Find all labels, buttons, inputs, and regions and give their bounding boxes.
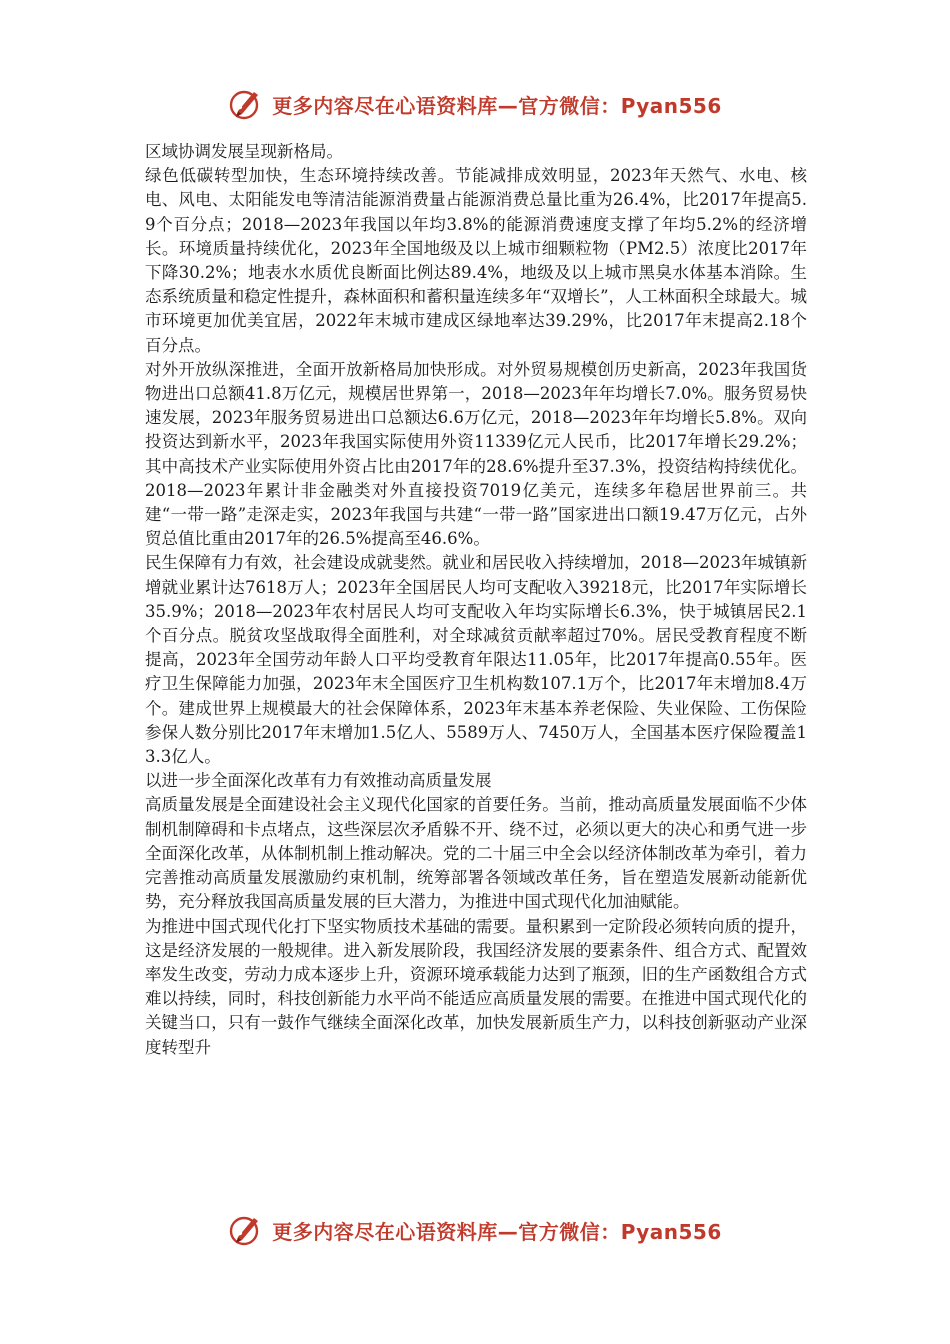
pen-logo-icon [228, 86, 264, 122]
paragraph: 区域协调发展呈现新格局。 [145, 142, 343, 161]
paragraph: 绿色低碳转型加快，生态环境持续改善。节能减排成效明显，2023年天然气、水电、核电、风电、太阳能发电等清洁能源消费量占能源消费总量比重为26.4%，比2017年提高5.9个百分点；2018—2023年我国以年均3.8%的能源消费速度支撑了年均5.2%的经济增长。环境质量持续优化，2023年全国地级及以上城市细颗粒物（PM2.5）浓度比2017年下降30.2%；地表水水质优良断面比例达89.4%，地级及以上城市黑臭水体基本消除。生态系统质量和稳定性提升，森林面积和蓄积量连续多年“双增长”，人工林面积全球最大。城市环境更加优美宜居，2022年末城市建成区绿地率达39.29%，比2017年末提高2.18个百分点。 [145, 166, 807, 355]
banner-text: 更多内容尽在心语资料库—官方微信：Pyan556 [272, 93, 722, 118]
paragraph: 对外开放纵深推进，全面开放新格局加快形成。对外贸易规模创历史新高，2023年我国货物进出口总额41.8万亿元，规模居世界第一，2018—2023年年均增长7.0%。服务贸易快速发展，2023年服务贸易进出口总额达6.6万亿元，2018—2023年年均增长5.8%。双向投资达到新水平，2023年我国实际使用外资11339亿元人民币，比2017年增长29.2%；其中高技术产业实际使用外资占比由2017年的28.6%提升至37.3%，投资结构持续优化。2018—2023年累计非金融类对外直接投资7019亿美元，连续多年稳居世界前三。共建“一带一路”走深走实，2023年我国与共建“一带一路”国家进出口额19.47万亿元，占外贸总值比重由2017年的26.5%提高至46.6%。 [145, 359, 807, 549]
paragraph: 民生保障有力有效，社会建设成就斐然。就业和居民收入持续增加，2018—2023年城镇新增就业累计达7618万人；2023年全国居民人均可支配收入39218元，比2017年实际增长35.9%；2018—2023年农村居民人均可支配收入年均实际增长6.3%，快于城镇居民2.1个百分点。脱贫攻坚战取得全面胜利，对全球减贫贡献率超过70%。居民受教育程度不断提高，2023年全国劳动年龄人口平均受教育年限达11.05年，比2017年提高0.55年。医疗卫生保障能力加强，2023年末全国医疗卫生机构数107.1万个，比2017年末增加8.4万个。建成世界上规模最大的社会保障体系，2023年末基本养老保险、失业保险、工伤保险参保人数分别比2017年末增加1.5亿人、5589万人、7450万人，全国基本医疗保险覆盖13.3亿人。 [145, 553, 807, 767]
header-banner [0, 82, 950, 126]
footer-banner [0, 1208, 950, 1252]
document-body [145, 140, 807, 1060]
paragraph: 为推进中国式现代化打下坚实物质技术基础的需要。量积累到一定阶段必须转向质的提升，这是经济发展的一般规律。进入新发展阶段，我国经济发展的要素条件、组合方式、配置效率发生改变，劳动力成本逐步上升，资源环境承载能力达到了瓶颈，旧的生产函数组合方式难以持续，同时，科技创新能力水平尚不能适应高质量发展的需要。在推进中国式现代化的关键当口，只有一鼓作气继续全面深化改革，加快发展新质生产力，以科技创新驱动产业深度转型升 [145, 916, 807, 1057]
section-heading: 以进一步全面深化改革有力有效推动高质量发展 [145, 771, 492, 791]
paragraph: 高质量发展是全面建设社会主义现代化国家的首要任务。当前，推动高质量发展面临不少体制机制障碍和卡点堵点，这些深层次矛盾躲不开、绕不过，必须以更大的决心和勇气进一步全面深化改革，从体制机制上推动解决。党的二十届三中全会以经济体制改革为牵引，着力完善推动高质量发展激励约束机制，统筹部署各领域改革任务，旨在塑造发展新动能新优势，充分释放我国高质量发展的巨大潜力，为推进中国式现代化加油赋能。 [145, 795, 807, 912]
pen-logo-icon [228, 1212, 264, 1248]
banner-text: 更多内容尽在心语资料库—官方微信：Pyan556 [272, 1219, 722, 1244]
